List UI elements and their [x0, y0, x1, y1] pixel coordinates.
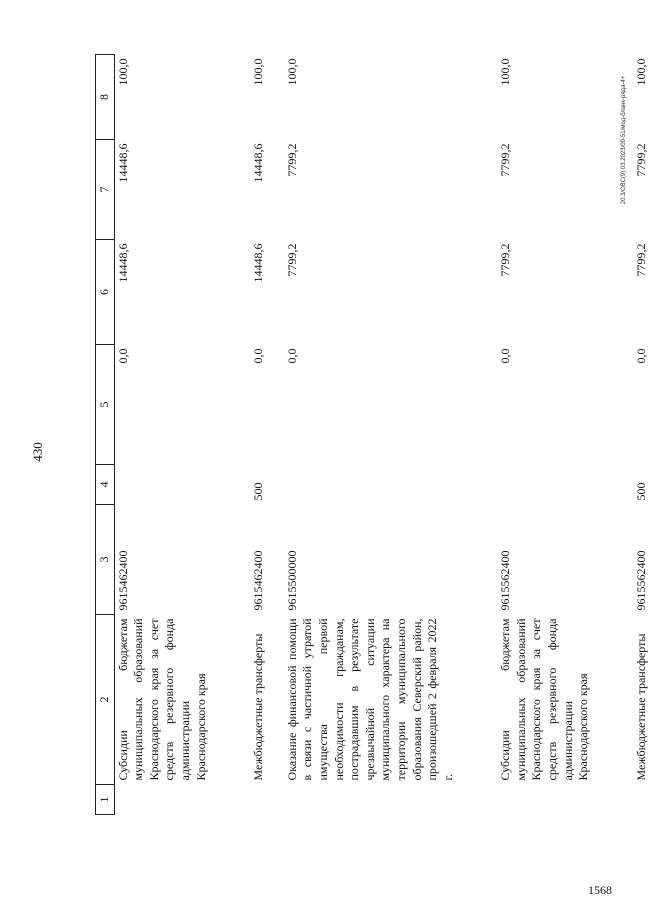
header-col-8: 8: [96, 55, 115, 140]
page-number: 430: [30, 442, 45, 462]
cell-col5: 0,0: [284, 348, 299, 364]
document-stamp: 20.3/ОВС(9) 03.2023/09-51/мод-бланк-ряда-4+: [621, 75, 627, 205]
cell-col8: 100,0: [498, 58, 513, 86]
cell-index: [249, 785, 283, 815]
cell-col6: 14448,6: [251, 243, 266, 283]
cell-col7: 7799,2: [633, 143, 648, 177]
header-col-6: 6: [96, 240, 115, 345]
cell-code: 9615462400: [251, 550, 266, 611]
cell-col7: 7799,2: [498, 143, 513, 177]
cell-name: Оказание финансовой помощи в связи с частичной утратой имущества первой необходимости гражданам, пострадавшим в результате чрезвычайной ситуации муниципального характера на территории муниципального образования Северский район, произошедшей 2 февраля 2022 г.: [284, 618, 455, 781]
cell-vr: [283, 465, 497, 505]
cell-vr: 500: [633, 482, 648, 501]
cell-col8: 100,0: [284, 58, 299, 86]
cell-col5: 0,0: [251, 348, 266, 364]
table-row: [114, 55, 249, 815]
cell-code: 9615500000: [284, 550, 299, 611]
header-col-7: 7: [96, 140, 115, 240]
header-col-1: 1: [96, 785, 115, 815]
header-col-4: 4: [96, 465, 115, 505]
cell-code: 9615562400: [498, 550, 513, 611]
cell-col7: 14448,6: [251, 143, 266, 183]
cell-vr: [114, 465, 249, 505]
cell-index: [496, 785, 632, 815]
cell-code: 9615462400: [115, 550, 130, 611]
cell-col6: 7799,2: [633, 243, 648, 277]
cell-col6: 7799,2: [498, 243, 513, 277]
table-row: [496, 55, 632, 815]
table-row: [632, 55, 649, 815]
header-col-5: 5: [96, 345, 115, 465]
cell-name: Субсидии бюджетам муниципальных образований Краснодарского края за счет средств резервного фонда администрации Краснодарского края: [115, 618, 208, 781]
cell-col8: 100,0: [633, 58, 648, 86]
cell-name: Субсидии бюджетам муниципальных образований Краснодарского края за счет средств резервного фонда администрации Краснодарского края: [498, 618, 591, 781]
cell-col6: 7799,2: [284, 243, 299, 277]
cell-index: [283, 785, 497, 815]
cell-index: [114, 785, 249, 815]
cell-vr: [496, 465, 632, 505]
cell-vr: 500: [251, 482, 266, 501]
header-row: [96, 55, 115, 815]
budget-table: [95, 54, 649, 815]
header-col-3: 3: [96, 505, 115, 615]
header-col-2: 2: [96, 615, 115, 785]
cell-col8: 100,0: [251, 58, 266, 86]
cell-col5: 0,0: [633, 348, 648, 364]
cell-name: Межбюджетные трансферты: [633, 633, 648, 781]
cell-col7: 7799,2: [284, 143, 299, 177]
table-row: [283, 55, 497, 815]
cell-col5: 0,0: [115, 348, 130, 364]
cell-col6: 14448,6: [115, 243, 130, 283]
cell-col7: 14448,6: [115, 143, 130, 183]
footer-page-number: 1568: [588, 883, 612, 897]
cell-col8: 100,0: [115, 58, 130, 86]
cell-code: 9615562400: [633, 550, 648, 611]
cell-index: [632, 785, 649, 815]
cell-col5: 0,0: [498, 348, 513, 364]
table-row: [249, 55, 283, 815]
cell-name: Межбюджетные трансферты: [251, 633, 266, 781]
